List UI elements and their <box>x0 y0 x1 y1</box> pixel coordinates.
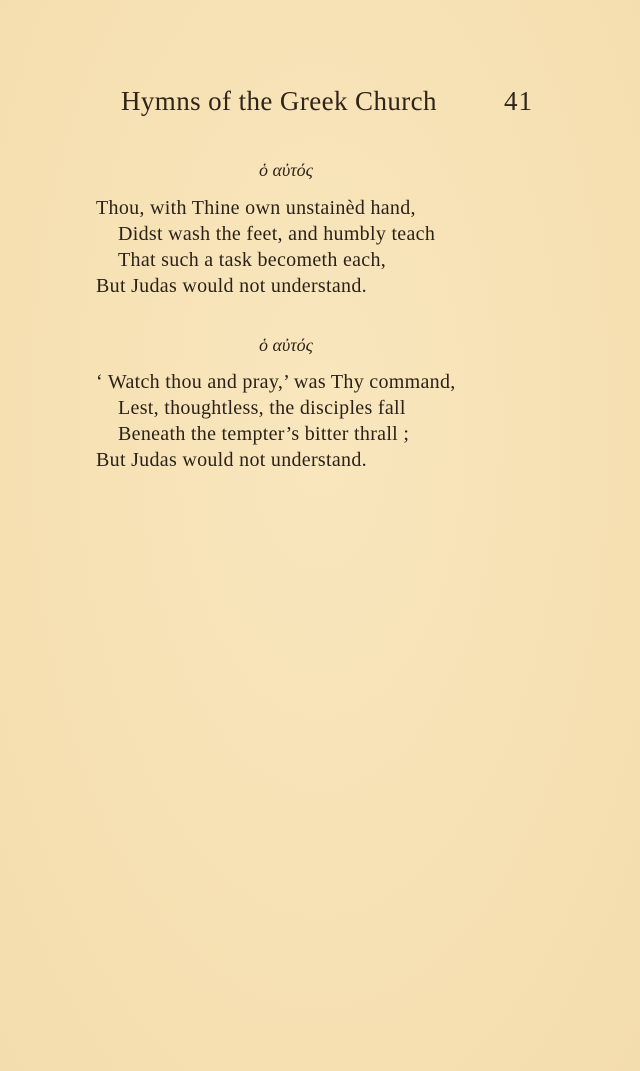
stanza-label: ὁ αὐτός <box>259 335 313 355</box>
stanza <box>96 369 456 473</box>
verse-line: But Judas would not understand. <box>96 449 367 471</box>
verse-line: Didst wash the feet, and humbly teach <box>118 223 436 245</box>
page-number: 41 <box>504 86 533 116</box>
verse-line: Lest, thoughtless, the disciples fall <box>118 397 406 419</box>
verse-line: Beneath the tempter’s bitter thrall ; <box>118 423 410 445</box>
stanza <box>96 195 435 299</box>
verse-line: But Judas would not understand. <box>96 275 367 297</box>
verse-line: ‘ Watch thou and pray,’ was Thy command, <box>96 371 456 393</box>
verse-line: Thou, with Thine own unstainèd hand, <box>96 197 416 219</box>
running-head: Hymns of the Greek Church <box>121 86 437 116</box>
verse-line: That such a task becometh each, <box>118 249 387 271</box>
stanza-label: ὁ αὐτός <box>259 160 313 180</box>
